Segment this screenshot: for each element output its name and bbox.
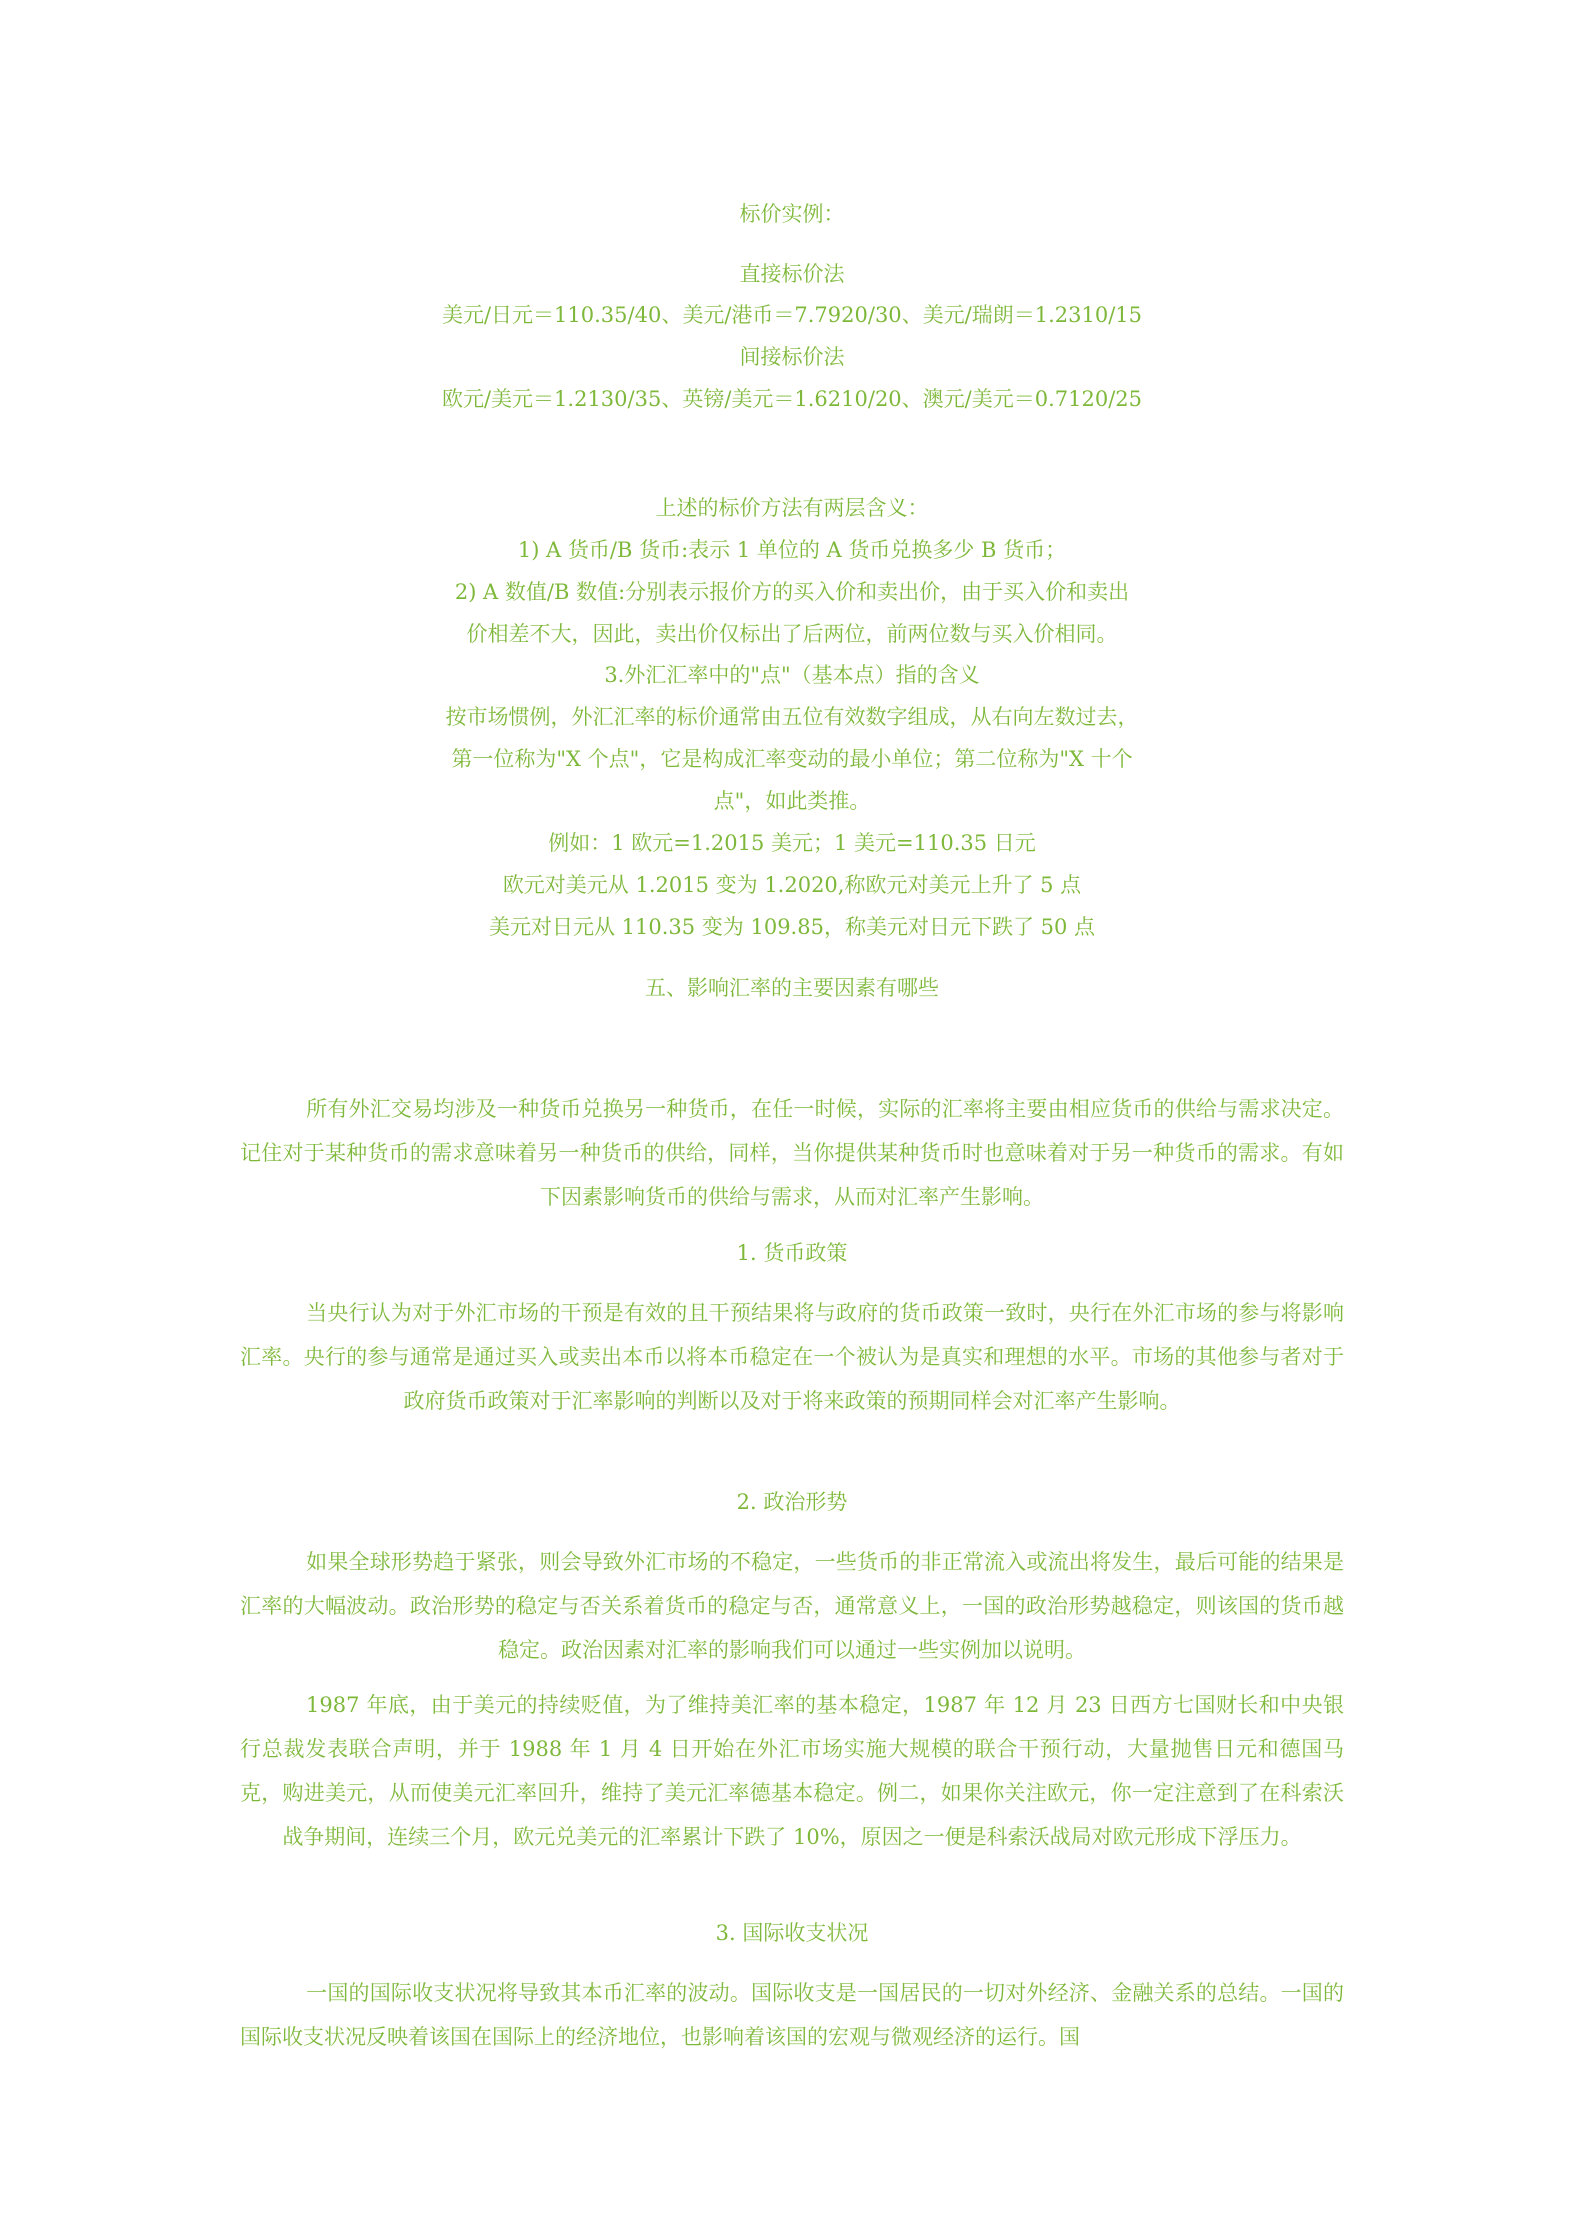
direct-quote-line: 美元/日元＝110.35/40、美元/港币＝7.7920/30、美元/瑞朗＝1.2310/15 <box>441 303 1143 327</box>
political-situation-paragraph-1 <box>240 1540 1344 1672</box>
section-5-title: 五、影响汇率的主要因素有哪些 <box>645 976 939 1000</box>
indirect-quote-title: 间接标价法 <box>739 345 845 369</box>
balance-of-payments-title: 3. 国际收支状况 <box>715 1921 869 1945</box>
section-5-intro-text: 所有外汇交易均涉及一种货币兑换另一种货币，在任一时候，实际的汇率将主要由相应货币的供给与需求决定。记住对于某种货币的需求意味着另一种货币的供给，同样，当你提供某种货币时也意味着对于另一种货币的需求。有如下因素影响货币的供给与需求，从而对汇率产生影响。 <box>240 1097 1344 1209</box>
meaning-item-2-line-1: 2) A 数值/B 数值:分别表示报价方的买入价和卖出价，由于买入价和卖出 <box>454 580 1130 604</box>
meaning-item-1: 1) A 货币/B 货币:表示 1 单位的 A 货币兑换多少 B 货币； <box>517 538 1067 562</box>
political-situation-text-2: 1987 年底，由于美元的持续贬值，为了维持美汇率的基本稳定，1987 年 12 月 23 日西方七国财长和中央银行总裁发表联合声明，并于 1988 年 1 月 4 日开始在外汇市场实施大规模的联合干预行动，大量抛售日元和德国马克，购进美元，从而使美元汇率回升，维持了美元汇率德基本稳定。例二，如果你关注欧元，你一定注意到了在科索沃战争期间，连续三个月，欧元兑美元的汇率累计下跌了 10%，原因之一便是科索沃战局对欧元形成下浮压力。 <box>240 1693 1344 1849</box>
political-situation-title: 2. 政治形势 <box>736 1490 848 1514</box>
monetary-policy-paragraph <box>240 1291 1344 1423</box>
indirect-quote-line: 欧元/美元＝1.2130/35、英镑/美元＝1.6210/20、澳元/美元＝0.7120/25 <box>441 387 1143 411</box>
balance-of-payments-paragraph <box>240 1971 1344 2059</box>
meaning-example-2: 欧元对美元从 1.2015 变为 1.2020,称欧元对美元上升了 5 点 <box>502 873 1082 897</box>
meaning-intro: 上述的标价方法有两层含义： <box>655 496 929 520</box>
monetary-policy-text: 当央行认为对于外汇市场的干预是有效的且干预结果将与政府的货币政策一致时，央行在外汇市场的参与将影响汇率。央行的参与通常是通过买入或卖出本币以将本币稳定在一个被认为是真实和理想的水平。市场的其他参与者对于政府货币政策对于汇率影响的判断以及对于将来政策的预期同样会对汇率产生影响。 <box>240 1301 1344 1413</box>
meaning-example-1: 例如：1 欧元=1.2015 美元；1 美元=110.35 日元 <box>548 831 1036 855</box>
meaning-item-3-title: 3.外汇汇率中的"点"（基本点）指的含义 <box>604 663 980 687</box>
direct-quote-title: 直接标价法 <box>739 262 845 286</box>
political-situation-text-1: 如果全球形势趋于紧张，则会导致外汇市场的不稳定，一些货币的非正常流入或流出将发生，最后可能的结果是汇率的大幅波动。政治形势的稳定与否关系着货币的稳定与否，通常意义上，一国的政治形势越稳定，则该国的货币越稳定。政治因素对汇率的影响我们可以通过一些实例加以说明。 <box>240 1550 1344 1662</box>
meaning-item-2-line-2: 价相差不大，因此，卖出价仅标出了后两位，前两位数与买入价相同。 <box>466 622 1118 646</box>
section-5-intro-paragraph <box>240 1087 1344 1219</box>
meaning-item-3-line-1: 按市场惯例，外汇汇率的标价通常由五位有效数字组成，从右向左数过去， <box>445 705 1139 729</box>
meaning-item-3-line-2: 第一位称为"X 个点"，它是构成汇率变动的最小单位；第二位称为"X 十个 <box>451 747 1133 771</box>
balance-of-payments-text: 一国的国际收支状况将导致其本币汇率的波动。国际收支是一国居民的一切对外经济、金融关系的总结。一国的国际收支状况反映着该国在国际上的经济地位，也影响着该国的宏观与微观经济的运行。国 <box>240 1981 1344 2049</box>
meaning-item-3-line-3: 点"，如此类推。 <box>713 789 871 813</box>
monetary-policy-title: 1. 货币政策 <box>736 1241 848 1265</box>
quote-examples-heading: 标价实例： <box>739 202 845 226</box>
meaning-example-3: 美元对日元从 110.35 变为 109.85，称美元对日元下跌了 50 点 <box>488 915 1096 939</box>
political-situation-paragraph-2 <box>240 1683 1344 1859</box>
